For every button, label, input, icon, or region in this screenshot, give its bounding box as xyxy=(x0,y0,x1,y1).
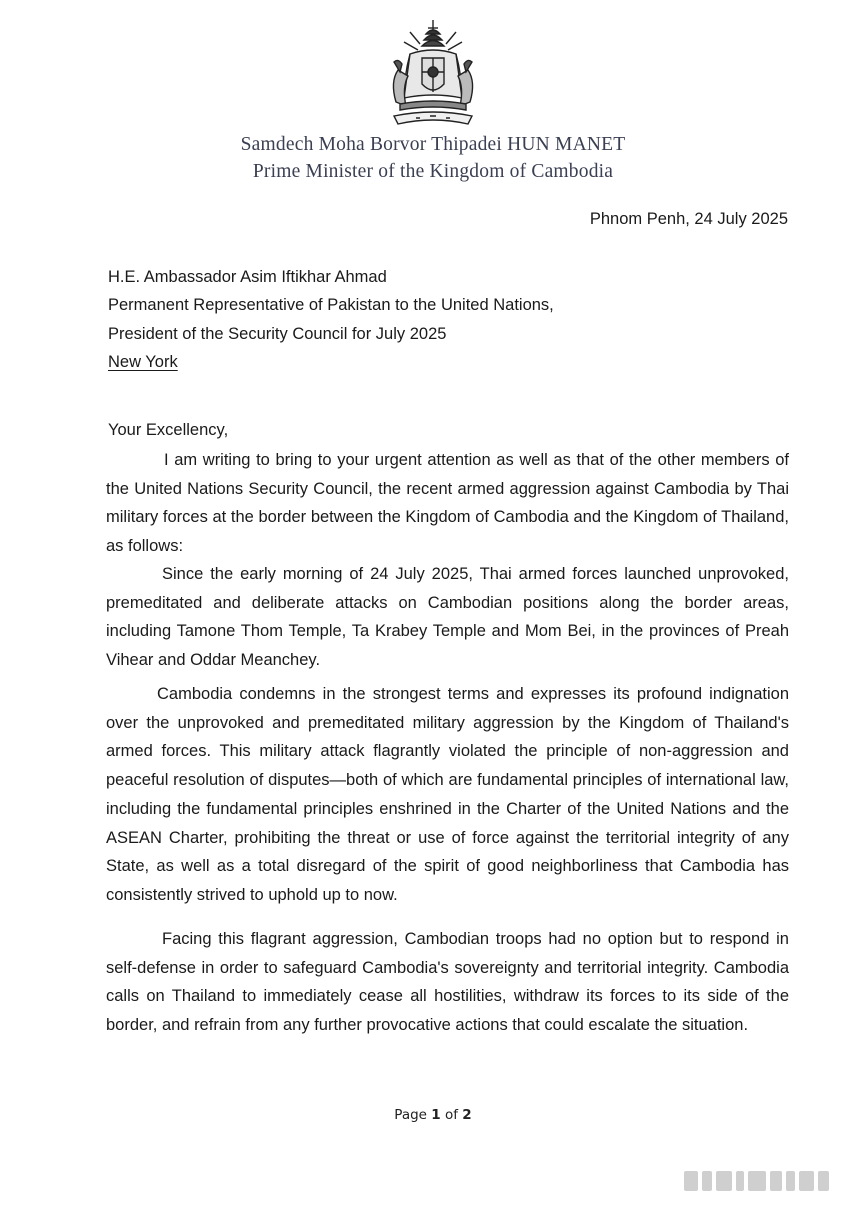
recipient-role: President of the Security Council for July 2025 xyxy=(108,325,447,343)
letter-date: Phnom Penh, 24 July 2025 xyxy=(589,210,788,228)
recipient-city: New York xyxy=(108,353,178,371)
page-total: 2 xyxy=(462,1107,472,1123)
body-paragraph: Facing this flagrant aggression, Cambodian troops had no option but to respond in self-defense in order to safeguard Cambodia's sovereignty and territorial integrity. Cambodia calls on Thailand to immediately cease all hostilities, withdraw its forces to its side of the border, and refrain from any further provocative actions that could escalate the situation. xyxy=(106,930,789,1035)
watermark-mark xyxy=(684,1170,844,1192)
recipient-name: H.E. Ambassador Asim Iftikhar Ahmad xyxy=(108,268,387,286)
of-word: of xyxy=(444,1107,458,1123)
letterhead-title: Prime Minister of the Kingdom of Cambodia xyxy=(252,161,614,182)
letterhead-name: Samdech Moha Borvor Thipadei HUN MANET xyxy=(240,134,626,155)
salutation: Your Excellency, xyxy=(108,421,229,439)
body-paragraph: Since the early morning of 24 July 2025, Thai armed forces launched unprovoked, premeditated and deliberate attacks on Cambodian positions along the border areas, including Tamone Thom Temple, Ta Krabey Temple and Mom Bei, in the provinces of Preah Vihear and Oddar Meanchey. xyxy=(106,565,789,670)
page-current: 1 xyxy=(431,1107,441,1123)
page-number-footer xyxy=(0,1107,866,1123)
page-word: Page xyxy=(394,1107,427,1123)
recipient-position: Permanent Representative of Pakistan to the United Nations, xyxy=(108,296,554,314)
body-paragraph: Cambodia condemns in the strongest terms and expresses its profound indignation over the unprovoked and premeditated military aggression by the Kingdom of Thailand's armed forces. This military attack flagrantly violated the principle of non-aggression and peaceful resolution of disputes—both of which are fundamental principles of international law, including the fundamental principles enshrined in the Charter of the United Nations and the ASEAN Charter, prohibiting the threat or use of force against the territorial integrity of any State, as well as a total disregard of the spirit of good neighborliness that Cambodia has consistently strived to uphold up to now. xyxy=(106,685,789,904)
body-paragraph: I am writing to bring to your urgent attention as well as that of the other members of the United Nations Security Council, the recent armed aggression against Cambodia by Thai military forces at the border between the Kingdom of Cambodia and the Kingdom of Thailand, as follows: xyxy=(106,451,789,556)
royal-arms-emblem-icon xyxy=(380,18,486,130)
